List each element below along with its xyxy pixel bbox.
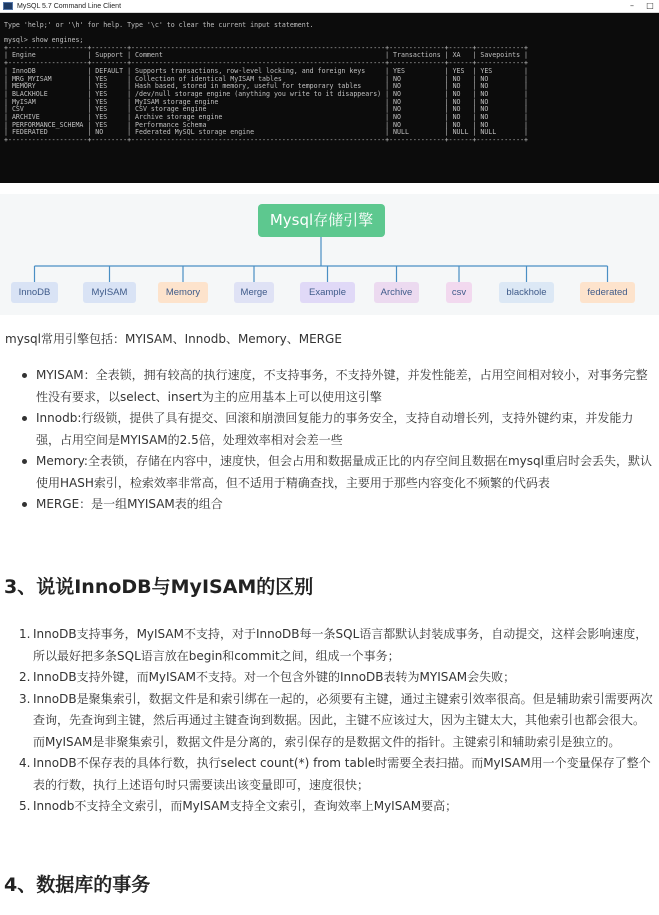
command-line: mysql> show engines; [4, 36, 84, 45]
table-row: | FEDERATED | NO | Federated MySQL storage engine | NULL | NULL | NULL | [4, 128, 529, 137]
table-border: +--------------------+---------+----------------------------------------------------------------+--------------+------+------------+ [4, 43, 529, 52]
list-item: Memory:全表锁，存储在内容中，速度快，但会占用和数据量成正比的内存空间且数据在mysql重启时会丢失，默认使用HASH索引，检索效率非常高，但不适用于精确查找，主要用于那些内容变化不频繁的代码表 [22, 451, 654, 494]
list-item [19, 796, 655, 818]
diagram-leaf-memory: Memory [158, 282, 208, 303]
diagram-leaf-archive: Archive [374, 282, 419, 303]
engines-intro: mysql常用引擎包括：MYISAM、Innodb、Memory、MERGE [5, 332, 342, 346]
table-header-row: | Engine | Support | Comment | Transactions | XA | Savepoints | [4, 51, 529, 60]
minimize-button[interactable]: – [630, 1, 634, 10]
table-row: | BLACKHOLE | YES | /dev/null storage engine (anything you write to it disappears) | NO | NO | NO | [4, 89, 529, 98]
engine-bullet-list [22, 365, 654, 516]
section-heading-3: 3、说说InnoDB与MyISAM的区别 [4, 576, 314, 598]
diagram-leaf-myisam: MyISAM [83, 282, 136, 303]
list-item [19, 689, 655, 754]
table-row: | ARCHIVE | YES | Archive storage engine | NO | NO | NO | [4, 112, 529, 121]
list-item [19, 667, 655, 689]
window-titlebar [0, 0, 659, 13]
table-row: | InnoDB | DEFAULT | Supports transactions, row-level locking, and foreign keys | YES | YES | YES | [4, 66, 529, 75]
diagram-leaf-merge: Merge [234, 282, 274, 303]
diagram-leaf-blackhole: blackhole [499, 282, 554, 303]
diagram-root-node: Mysql存储引擎 [258, 204, 385, 237]
section-heading-4: 4、数据库的事务 [4, 874, 151, 896]
table-border: +--------------------+---------+----------------------------------------------------------------+--------------+------+------------+ [4, 136, 529, 144]
console-output[interactable] [0, 13, 659, 146]
storage-engine-diagram [0, 194, 659, 315]
table-row: | MyISAM | YES | MyISAM storage engine | NO | NO | NO | [4, 97, 529, 106]
list-number: 3. [19, 691, 31, 706]
difference-ordered-list [19, 624, 655, 818]
list-item: MERGE：是一组MYISAM表的组合 [22, 494, 654, 516]
list-item: Innodb:行级锁，提供了具有提交、回滚和崩溃回复能力的事务安全，支持自动增长列，支持外键约束，并发能力强，占用空间是MYISAM的2.5倍，处理效率相对会差一些 [22, 408, 654, 451]
list-item [19, 753, 655, 796]
list-number: 4. [19, 756, 31, 770]
list-item-text: InnoDB支持外键，而MyISAM不支持。对一个包含外键的InnoDB表转为MYISAM会失败； [33, 670, 516, 684]
list-number: 2. [19, 670, 31, 684]
table-row: | MEMORY | YES | Hash based, stored in memory, useful for temporary tables | NO | NO | NO | [4, 82, 529, 91]
console-app-icon [3, 2, 13, 10]
maximize-button[interactable]: □ [646, 1, 654, 10]
list-item: MYISAM：全表锁，拥有较高的执行速度，不支持事务，不支持外键，并发性能差，占用空间相对较小，对事务完整性没有要求，以select、insert为主的应用基本上可以使用这引擎 [22, 365, 654, 408]
table-row: | PERFORMANCE_SCHEMA | YES | Performance Schema | NO | NO | NO | [4, 120, 529, 129]
diagram-leaf-example: Example [300, 282, 355, 303]
list-item-text: Innodb不支持全文索引，而MyISAM支持全文索引，查询效率上MyISAM要高； [33, 799, 458, 813]
list-number: 1. [19, 627, 31, 641]
list-item-text: InnoDB支持事务，MyISAM不支持，对于InnoDB每一条SQL语言都默认封装成事务，自动提交，这样会影响速度，所以最好把多条SQL语言放在begin和commit之间，组成一个事务； [33, 627, 648, 663]
window-title: MySQL 5.7 Command Line Client [17, 2, 122, 10]
table-row: | CSV | YES | CSV storage engine | NO | NO | NO | [4, 105, 529, 114]
diagram-leaf-csv: csv [446, 282, 472, 303]
engines-result-table [4, 45, 655, 145]
help-line: Type 'help;' or '\h' for help. Type '\c' to clear the current input statement. [4, 20, 314, 29]
list-item-text: InnoDB是聚集索引，数据文件是和索引绑在一起的，必须要有主键，通过主键索引效率很高。但是辅助索引需要两次查询，先查询到主键，然后再通过主键查询到数据。因此，主键不应该过大，因为主键太大，其他索引也都会很大。而MyISAM是非聚集索引，数据文件是分离的，索引保存的是数据文件的指针。主键索引和辅助索引是独立的。 [33, 691, 653, 749]
list-item-text: InnoDB不保存表的具体行数，执行select count(*) from table时需要全表扫描。而MyISAM用一个变量保存了整个表的行数，执行上述语句时只需要读出该变量即可，速度很快； [33, 756, 651, 792]
list-item [19, 624, 655, 667]
table-border: +--------------------+---------+----------------------------------------------------------------+--------------+------+------------+ [4, 59, 529, 68]
diagram-leaf-federated: federated [580, 282, 635, 303]
mysql-console-window[interactable] [0, 0, 659, 183]
diagram-leaf-innodb: InnoDB [11, 282, 58, 303]
table-row: | MRG_MYISAM | YES | Collection of identical MyISAM tables | NO | NO | NO | [4, 74, 529, 83]
list-number: 5. [19, 799, 31, 813]
